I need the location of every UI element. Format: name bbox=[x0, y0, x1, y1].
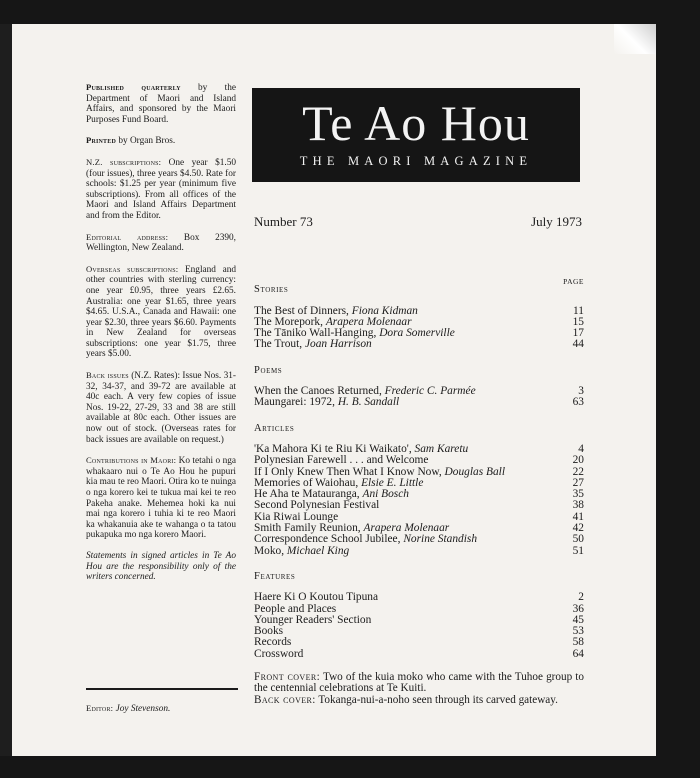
issue-number: Number 73 bbox=[254, 214, 313, 229]
page-left-edge bbox=[0, 24, 12, 756]
toc-entry-author: Arapera Molenaar bbox=[325, 315, 412, 328]
publication-info-column bbox=[86, 82, 236, 593]
toc-entry-page: 35 bbox=[572, 488, 584, 501]
toc-entry-page: 42 bbox=[572, 522, 584, 535]
toc-entry-page: 38 bbox=[572, 499, 584, 512]
toc-entry-page: 2 bbox=[578, 591, 584, 604]
toc-entry-text bbox=[254, 397, 399, 408]
toc-entry bbox=[254, 546, 584, 557]
toc-entry-page: 63 bbox=[572, 396, 584, 409]
toc-section-heading: Stories bbox=[254, 284, 289, 296]
toc-section bbox=[254, 571, 584, 660]
toc-entry-page: 4 bbox=[578, 442, 584, 455]
toc-entry-author: Douglas Ball bbox=[444, 465, 505, 478]
toc-entry-title: He Aha te Matauranga, bbox=[254, 488, 363, 501]
magazine-title: Te Ao Hou bbox=[302, 95, 530, 151]
toc-entry-author: Ani Bosch bbox=[362, 488, 409, 501]
toc-entry-author: H. B. Sandall bbox=[337, 396, 400, 409]
toc-entry-page: 64 bbox=[572, 647, 584, 660]
toc-entry-page: 44 bbox=[572, 338, 584, 351]
editor-credit: Editor: Joy Stevenson. bbox=[86, 703, 171, 714]
table-of-contents bbox=[254, 276, 584, 674]
toc-entry-author: Frederic C. Parmée bbox=[384, 385, 476, 398]
contributions-paragraph: Contributions in Maori: Ko tetahi o nga whakaaro nui o Te Ao Hou he pupuri kia mau te reo Maori. Otira ko te nuinga o nga korero kei te tukua mai kei te reo Pakeha anake. Mehemea hoki ka nui mai nga korero i tuhia ki te reo Maori ka whakanuia ake te wahanga o ta tatou pukapuka mo nga korero Maori. bbox=[86, 455, 236, 541]
toc-entry-title: People and Places bbox=[254, 602, 337, 615]
toc-section bbox=[254, 423, 584, 557]
toc-section bbox=[254, 365, 584, 409]
toc-entry-title: Smith Family Reunion, bbox=[254, 522, 364, 535]
toc-entry-author: Norine Standish bbox=[403, 533, 478, 546]
toc-entry-title: Younger Readers' Section bbox=[254, 613, 372, 626]
toc-entry-page: 51 bbox=[572, 544, 584, 557]
toc-entry-title: Moko, bbox=[254, 544, 287, 557]
toc-entry-title: Maungarei: 1972, bbox=[254, 396, 338, 409]
toc-entry-author: Fiona Kidman bbox=[351, 304, 418, 317]
toc-entry-text bbox=[254, 649, 303, 660]
magazine-subtitle: THE MAORI MAGAZINE bbox=[299, 154, 533, 168]
toc-entry-page: 58 bbox=[572, 636, 584, 649]
toc-section-heading: Poems bbox=[254, 364, 283, 376]
toc-entry-page: 22 bbox=[572, 465, 584, 478]
toc-entry-author: Joan Harrison bbox=[304, 338, 372, 351]
back-cover-caption: Back cover: Tokanga-nui-a-noho seen through its carved gateway. bbox=[254, 693, 558, 706]
published-paragraph: Published quarterly by the Department of Maori and Island Affairs, and sponsored by the Maori Purposes Fund Board. bbox=[86, 82, 236, 125]
toc-entry bbox=[254, 339, 584, 350]
toc-entry-title: The Best of Dinners, bbox=[254, 304, 352, 317]
toc-entry-title: Records bbox=[254, 636, 292, 649]
toc-entry-page: 50 bbox=[572, 533, 584, 546]
toc-entry-page: 41 bbox=[572, 510, 584, 523]
toc-entry-page: 45 bbox=[572, 613, 584, 626]
page-column-heading: PAGE bbox=[563, 277, 584, 286]
overseas-subscriptions-paragraph: Overseas subscriptions: England and other countries with sterling currency: one year £0.95, three years £2.65. Australia: one year $1.65, three years $4.65. U.S.A., Canada and Hawaii: one year $2.30, three years $6.60. Payments in New Zealand for overseas subscriptions: one year $1.75, three years $5.00. bbox=[86, 263, 237, 360]
toc-entry-page: 27 bbox=[572, 476, 584, 489]
toc-entry-author: Arapera Molenaar bbox=[363, 522, 450, 535]
toc-entry-page: 36 bbox=[572, 602, 584, 615]
toc-entry-title: Second Polynesian Festival bbox=[254, 499, 380, 512]
front-cover-caption: Front cover: Two of the kuia moko who came with the Tuhoe group to the centennial celebrations at Te Kuiti. bbox=[254, 671, 584, 695]
toc-entry-title: Correspondence School Jubilee, bbox=[254, 533, 404, 546]
toc-entry bbox=[254, 626, 584, 637]
toc-entry bbox=[254, 649, 584, 660]
toc-entry-title: The Morepork, bbox=[254, 315, 326, 328]
cover-captions bbox=[254, 672, 584, 706]
toc-entry-page: 11 bbox=[573, 304, 584, 317]
toc-entry-title: Crossword bbox=[254, 647, 304, 660]
editorial-address-paragraph: Editorial address: Box 2390, Wellington, New Zealand. bbox=[86, 231, 236, 254]
toc-section-heading: Features bbox=[254, 570, 296, 582]
toc-entry-title: Haere Ki O Koutou Tipuna bbox=[254, 591, 379, 604]
toc-entry-title: 'Ka Mahora Ki te Riu Ki Waikato', bbox=[254, 442, 415, 455]
back-issues-paragraph: Back issues (N.Z. Rates): Issue Nos. 31-32, 34-37, and 39-72 are available at 40c each. A very few copies of issue Nos. 19-22, 27-29, 33 and 38 are still available at 80c each. Other issues are now out of stock. (Overseas rates for back issues are available on request.) bbox=[86, 370, 236, 445]
toc-entry-title: Books bbox=[254, 625, 284, 638]
toc-entry bbox=[254, 615, 584, 626]
nz-subscriptions-paragraph: N.Z. subscriptions: One year $1.50 (four issues), three years $4.50. Rate for schools: $1.25 per year (minimum five subscriptions). From all offices of the Maori and Island Affairs Department and from the Editor. bbox=[86, 156, 236, 221]
toc-entry-author: Michael King bbox=[286, 544, 350, 557]
toc-entry-title: When the Canoes Returned, bbox=[254, 385, 385, 398]
toc-entry-text bbox=[254, 339, 372, 350]
toc-entry-page: 15 bbox=[572, 315, 584, 328]
toc-entry-author: Sam Karetu bbox=[414, 442, 469, 455]
printed-paragraph: Printed by Organ Bros. bbox=[86, 135, 176, 147]
toc-entry bbox=[254, 637, 584, 648]
toc-entry bbox=[254, 397, 584, 408]
issue-date: July 1973 bbox=[531, 214, 582, 229]
masthead-banner bbox=[252, 88, 580, 182]
toc-entry-title: The Trout, bbox=[254, 338, 305, 351]
toc-entry-title: Kia Riwai Lounge bbox=[254, 510, 339, 523]
toc-entry-page: 53 bbox=[572, 625, 584, 638]
toc-entry-title: If I Only Knew Then What I Know Now, bbox=[254, 465, 445, 478]
toc-entry-title: Memories of Waiohau, bbox=[254, 476, 362, 489]
toc-entry-page: 17 bbox=[572, 327, 584, 340]
toc-entry-page: 20 bbox=[572, 454, 584, 467]
toc-entry-text bbox=[254, 546, 349, 557]
statements-disclaimer: Statements in signed articles in Te Ao Hou are the responsibility only of the writers concerned. bbox=[86, 550, 236, 583]
page-corner-fold bbox=[614, 24, 656, 54]
toc-section-heading: Articles bbox=[254, 422, 295, 434]
editor-divider-rule bbox=[86, 688, 238, 690]
toc-sections bbox=[254, 284, 584, 660]
toc-entry-author: Dora Somerville bbox=[379, 327, 455, 340]
toc-entry-title: Polynesian Farewell . . . and Welcome bbox=[254, 454, 429, 467]
toc-entry-title: The Tāniko Wall-Hanging, bbox=[254, 327, 380, 340]
toc-entry-page: 3 bbox=[578, 385, 584, 398]
toc-section bbox=[254, 284, 584, 350]
toc-entry-author: Elsie E. Little bbox=[361, 476, 424, 489]
